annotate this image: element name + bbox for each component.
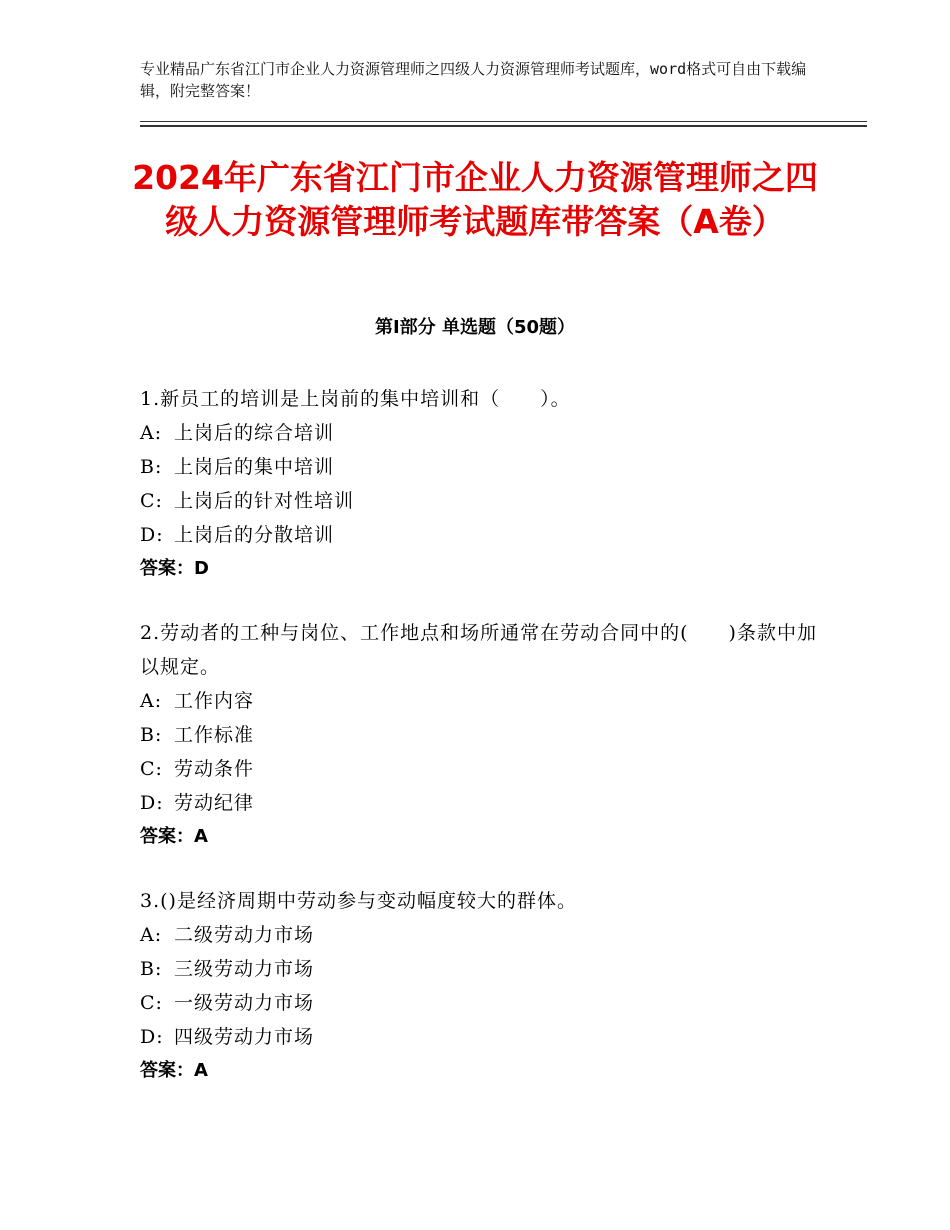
header-rule-thin	[140, 121, 867, 122]
question-stem: 1.新员工的培训是上岗前的集中培训和（ ）。	[140, 388, 571, 410]
question-item	[140, 884, 820, 1088]
question-list	[140, 382, 820, 1118]
question-item	[140, 616, 820, 854]
question-option	[140, 684, 820, 718]
option-letter: A:	[140, 924, 163, 946]
question-option	[140, 786, 820, 820]
option-letter: C:	[140, 758, 163, 780]
option-text: 四级劳动力市场	[174, 1026, 315, 1048]
option-text: 上岗后的分散培训	[174, 524, 335, 546]
option-text: 三级劳动力市场	[174, 958, 315, 980]
question-answer: 答案：A	[140, 1060, 208, 1081]
question-stem: 3.()是经济周期中劳动参与变动幅度较大的群体。	[140, 890, 577, 912]
option-text: 上岗后的综合培训	[174, 422, 335, 444]
question-option	[140, 416, 820, 450]
option-text: 劳动纪律	[174, 792, 255, 814]
question-option	[140, 1020, 820, 1054]
document-title: 2024年广东省江门市企业人力资源管理师之四级人力资源管理师考试题库带答案（A卷）	[132, 158, 818, 241]
question-option	[140, 952, 820, 986]
option-text: 劳动条件	[174, 758, 255, 780]
question-option	[140, 752, 820, 786]
question-option	[140, 986, 820, 1020]
header-rule-thick	[140, 125, 867, 127]
question-stem: 2.劳动者的工种与岗位、工作地点和场所通常在劳动合同中的( )条款中加以规定。	[140, 622, 817, 678]
option-letter: C:	[140, 992, 163, 1014]
option-letter: A:	[140, 422, 163, 444]
header-note: 专业精品广东省江门市企业人力资源管理师之四级人力资源管理师考试题库，word格式可自由下载编辑，附完整答案！	[140, 60, 807, 100]
option-text: 上岗后的针对性培训	[174, 490, 355, 512]
option-text: 工作标准	[174, 724, 255, 746]
option-letter: B:	[140, 456, 163, 478]
option-letter: A:	[140, 690, 163, 712]
option-text: 一级劳动力市场	[174, 992, 315, 1014]
option-text: 工作内容	[174, 690, 255, 712]
option-letter: D:	[140, 524, 164, 546]
option-letter: D:	[140, 1026, 164, 1048]
question-option	[140, 484, 820, 518]
option-letter: D:	[140, 792, 164, 814]
question-option	[140, 518, 820, 552]
question-option	[140, 450, 820, 484]
option-letter: B:	[140, 724, 163, 746]
option-text: 二级劳动力市场	[174, 924, 315, 946]
option-letter: B:	[140, 958, 163, 980]
question-answer: 答案：D	[140, 558, 209, 579]
option-text: 上岗后的集中培训	[174, 456, 335, 478]
question-answer: 答案：A	[140, 826, 208, 847]
section-title: 第Ⅰ部分 单选题（50题）	[374, 317, 575, 338]
question-item	[140, 382, 820, 586]
option-letter: C:	[140, 490, 163, 512]
question-option	[140, 918, 820, 952]
question-option	[140, 718, 820, 752]
